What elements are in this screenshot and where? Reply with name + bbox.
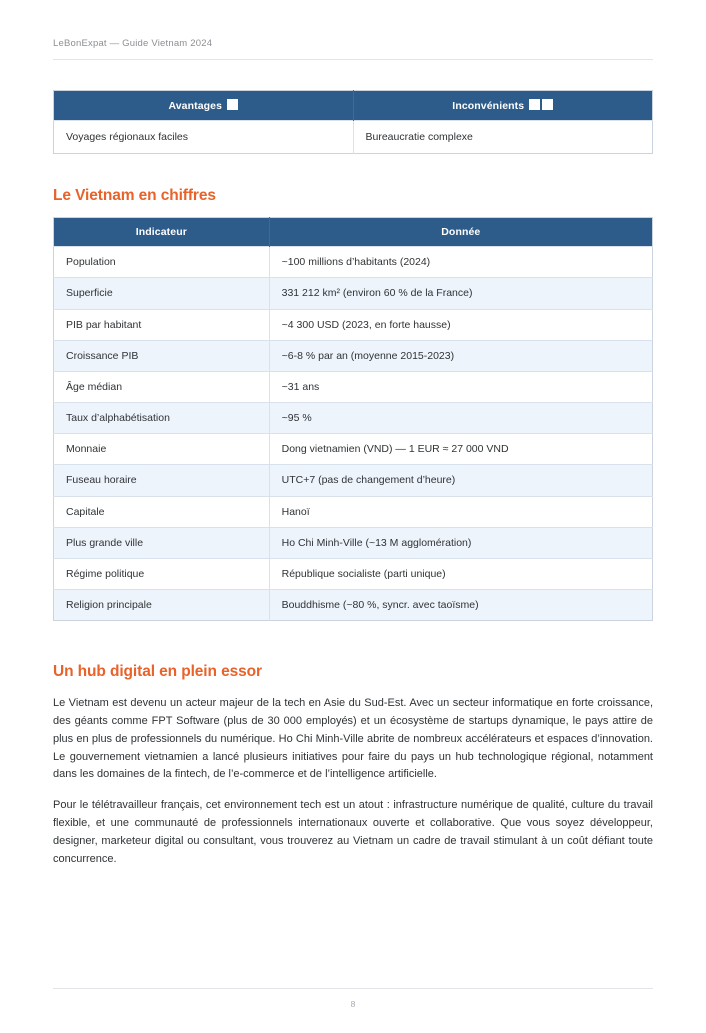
table-row (54, 403, 653, 434)
table-header-row (54, 218, 653, 247)
page-number: 8 (350, 999, 356, 1009)
cell-value: ~4 300 USD (2023, en forte hausse) (269, 309, 652, 340)
cell-indicator: Âge médian (54, 371, 270, 402)
cell-value: République socialiste (parti unique) (269, 558, 652, 589)
table-row (54, 590, 653, 621)
section-heading-hub: Un hub digital en plein essor (53, 663, 262, 681)
table-header-row (54, 91, 653, 121)
table-row (54, 527, 653, 558)
table-row (54, 278, 653, 309)
cell-value: ~95 % (269, 403, 652, 434)
cell-indicator: Population (54, 247, 270, 278)
cell-indicator: Taux d’alphabétisation (54, 403, 270, 434)
cell-indicator: Superficie (54, 278, 270, 309)
vietnam-figures-table (53, 217, 653, 621)
column-header-avantages-label: Avantages (168, 100, 223, 112)
cell-value: UTC+7 (pas de changement d’heure) (269, 465, 652, 496)
column-header-indicateur: Indicateur (54, 218, 270, 247)
cell-value: Hanoï (269, 496, 652, 527)
page-footer (53, 988, 653, 1009)
section-heading-figures: Le Vietnam en chiffres (53, 187, 216, 205)
hub-paragraph-2: Pour le télétravailleur français, cet environnement tech est un atout : infrastructure numérique de qualité, culture du travail flexible, et une communauté de professionnels internationaux ouverte et collaborative. Que vous soyez développeur, designer, marketeur digital ou consultant, vous trouverez au Vietnam un cadre de travail stimulant à un coût défiant toute concurrence. (53, 799, 653, 865)
pros-cons-table (53, 90, 653, 154)
table-row (54, 121, 653, 154)
column-header-inconvenients (353, 91, 653, 121)
table-row (54, 340, 653, 371)
cell-value: Dong vietnamien (VND) — 1 EUR ≈ 27 000 VND (269, 434, 652, 465)
cell-value: Ho Chi Minh-Ville (~13 M agglomération) (269, 527, 652, 558)
table-row (54, 371, 653, 402)
table-row (54, 496, 653, 527)
cell-value: ~31 ans (269, 371, 652, 402)
cell-indicator: Monnaie (54, 434, 270, 465)
cell-disadvantage: Bureaucratie complexe (353, 121, 653, 154)
hub-paragraph-1: Le Vietnam est devenu un acteur majeur de la tech en Asie du Sud-Est. Avec un secteur informatique en forte croissance, des géants comme FPT Software (plus de 30 000 employés) et un écosystème de startups dynamique, le pays attire de plus en plus de professionnels du numérique. Ho Chi Minh-Ville abrite de nombreux accélérateurs et espaces d’innovation. Le gouvernement vietnamien a lancé plusieurs initiatives pour faire du pays un hub technologique régional, notamment dans les domaines de la fintech, de l’e-commerce et de l’intelligence artificielle. (53, 697, 653, 781)
table-row (54, 465, 653, 496)
white-square-glyph-icon (227, 99, 238, 110)
cell-indicator: Régime politique (54, 558, 270, 589)
cell-advantage: Voyages régionaux faciles (54, 121, 354, 154)
cell-value: ~6-8 % par an (moyenne 2015-2023) (269, 340, 652, 371)
cell-indicator: Capitale (54, 496, 270, 527)
cell-indicator: Croissance PIB (54, 340, 270, 371)
white-square-glyph-icon (529, 99, 540, 110)
table-row (54, 247, 653, 278)
table-row (54, 309, 653, 340)
cell-indicator: Plus grande ville (54, 527, 270, 558)
column-header-inconvenients-label: Inconvénients (452, 100, 525, 112)
cell-indicator: PIB par habitant (54, 309, 270, 340)
cell-value: Bouddhisme (~80 %, syncr. avec taoïsme) (269, 590, 652, 621)
table-row (54, 558, 653, 589)
cell-indicator: Fuseau horaire (54, 465, 270, 496)
running-header: LeBonExpat — Guide Vietnam 2024 (53, 0, 653, 60)
cell-value: ~100 millions d’habitants (2024) (269, 247, 652, 278)
cell-value: 331 212 km² (environ 60 % de la France) (269, 278, 652, 309)
column-header-avantages (54, 91, 354, 121)
white-square-glyph-icon (542, 99, 553, 110)
column-header-donnee: Donnée (269, 218, 652, 247)
cell-indicator: Religion principale (54, 590, 270, 621)
table-row (54, 434, 653, 465)
